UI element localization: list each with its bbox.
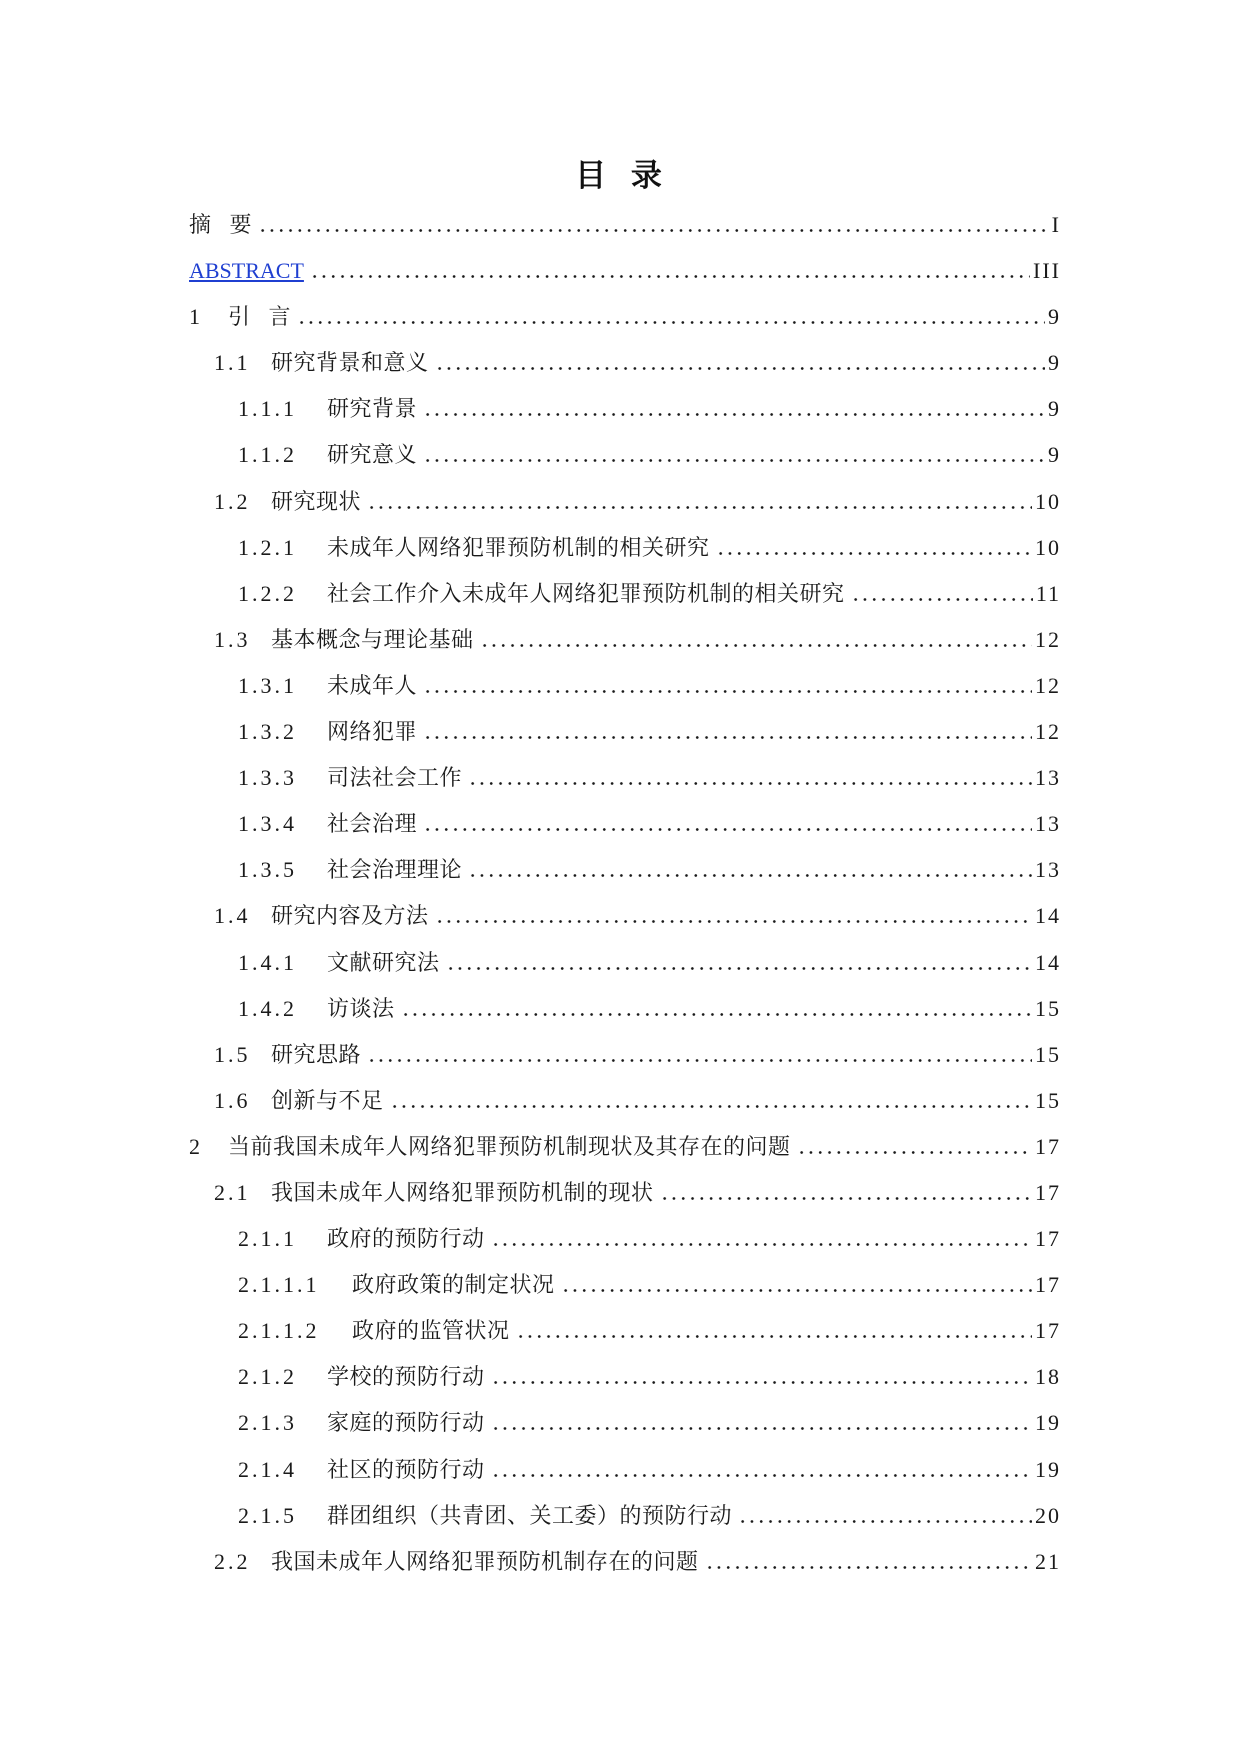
toc-entry [189, 479, 1059, 525]
toc-entry-page-number: 10 [1035, 534, 1061, 560]
toc-entry-number: 1.4 [214, 903, 251, 929]
toc-entry-number: 1.5 [214, 1041, 251, 1067]
toc-entry-page-number: 15 [1035, 1087, 1061, 1113]
toc-entry-title: 当前我国未成年人网络犯罪预防机制现状及其存在的问题 [228, 1133, 791, 1159]
toc-entry-number: 2.1.1 [238, 1226, 297, 1252]
toc-entry-title: 学校的预防行动 [327, 1364, 485, 1390]
toc-entry-number: 1.1.2 [238, 442, 297, 468]
dot-leader [258, 229, 1049, 232]
toc-entry-title: 未成年人网络犯罪预防机制的相关研究 [327, 534, 710, 560]
toc-entry-title: 社会工作介入未成年人网络犯罪预防机制的相关研究 [327, 580, 845, 606]
dot-leader [435, 920, 1032, 923]
dot-leader [435, 367, 1045, 370]
toc-entry [189, 432, 1059, 478]
dot-leader [491, 1243, 1032, 1246]
table-of-contents [189, 202, 1059, 1585]
toc-entry [189, 571, 1059, 617]
toc-entry [189, 617, 1059, 663]
toc-entry-number: 2.1.1.2 [238, 1318, 320, 1344]
dot-leader [423, 459, 1045, 462]
toc-entry-number: 1.2.2 [238, 580, 297, 606]
dot-leader [423, 690, 1032, 693]
toc-entry-number: 1.3.5 [238, 857, 297, 883]
toc-entry [189, 1124, 1059, 1170]
toc-entry-title: 我国未成年人网络犯罪预防机制的现状 [271, 1179, 654, 1205]
dot-leader [491, 1427, 1032, 1430]
toc-entry-title: 摘 要 [189, 212, 253, 237]
toc-entry-page-number: III [1033, 258, 1061, 284]
toc-entry [189, 1539, 1059, 1585]
dot-leader [423, 828, 1032, 831]
toc-entry [189, 1170, 1059, 1216]
toc-entry-page-number: I [1051, 212, 1061, 237]
toc-entry-title: 访谈法 [327, 995, 395, 1021]
toc-entry-title: 社区的预防行动 [327, 1456, 485, 1482]
toc-entry-page-number: 10 [1035, 488, 1061, 514]
toc-entry-page-number: 15 [1035, 995, 1061, 1021]
toc-entry-title: 司法社会工作 [327, 765, 463, 791]
toc-entry-title: 政府的预防行动 [327, 1226, 485, 1252]
dot-leader [390, 1105, 1032, 1108]
toc-entry [189, 386, 1059, 432]
dot-leader [797, 1151, 1032, 1154]
dot-leader [660, 1197, 1032, 1200]
toc-entry [189, 1354, 1059, 1400]
toc-entry-number: 1.1 [214, 350, 251, 376]
toc-entry-title: 引 言 [228, 304, 292, 330]
toc-entry-page-number: 9 [1048, 396, 1061, 422]
toc-entry-page-number: 9 [1048, 304, 1061, 330]
toc-entry-page-number: 9 [1048, 442, 1061, 468]
toc-entry-title: 网络犯罪 [327, 719, 418, 745]
dot-leader [297, 321, 1045, 324]
toc-entry [189, 893, 1059, 939]
toc-entry-number: 1.2 [214, 488, 251, 514]
toc-entry [189, 1493, 1059, 1539]
toc-entry-page-number: 20 [1035, 1502, 1061, 1528]
dot-leader [851, 598, 1033, 601]
toc-entry-number: 1.3.1 [238, 672, 297, 698]
toc-entry-page-number: 15 [1035, 1041, 1061, 1067]
dot-leader [367, 506, 1032, 509]
toc-entry-page-number: 12 [1035, 719, 1061, 745]
toc-entry [189, 1262, 1059, 1308]
toc-entry-title: 创新与不足 [271, 1087, 384, 1113]
toc-entry-title: 政府政策的制定状况 [352, 1272, 555, 1298]
toc-entry [189, 202, 1059, 248]
toc-entry-page-number: 17 [1035, 1133, 1061, 1159]
dot-leader [516, 1335, 1032, 1338]
toc-entry [189, 1032, 1059, 1078]
toc-entry-number: 1.3.3 [238, 765, 297, 791]
toc-entry-title: 研究思路 [271, 1041, 362, 1067]
toc-entry-page-number: 17 [1035, 1272, 1061, 1298]
toc-entry [189, 340, 1059, 386]
toc-entry-title: 我国未成年人网络犯罪预防机制存在的问题 [271, 1548, 699, 1574]
toc-entry-page-number: 14 [1035, 903, 1061, 929]
dot-leader [468, 782, 1032, 785]
toc-entry [189, 709, 1059, 755]
dot-leader [561, 1289, 1032, 1292]
toc-entry [189, 986, 1059, 1032]
toc-entry-title: 家庭的预防行动 [327, 1410, 485, 1436]
toc-entry-number: 2 [189, 1133, 203, 1159]
toc-entry-title: 文献研究法 [327, 949, 440, 975]
toc-entry-number: 2.1.1.1 [238, 1272, 320, 1298]
toc-entry-page-number: 21 [1035, 1548, 1061, 1574]
toc-entry-page-number: 19 [1035, 1456, 1061, 1482]
dot-leader [423, 413, 1045, 416]
toc-entry-link[interactable]: ABSTRACT [189, 258, 304, 284]
toc-entry-number: 2.1.3 [238, 1410, 297, 1436]
toc-entry-number: 1.6 [214, 1087, 251, 1113]
dot-leader [310, 275, 1030, 278]
toc-entry-number: 2.2 [214, 1548, 251, 1574]
toc-entry-title: 群团组织（共青团、关工委）的预防行动 [327, 1502, 733, 1528]
toc-entry-page-number: 19 [1035, 1410, 1061, 1436]
toc-entry-number: 1.1.1 [238, 396, 297, 422]
toc-entry-page-number: 11 [1035, 580, 1061, 606]
toc-entry [189, 1400, 1059, 1446]
toc-entry [189, 847, 1059, 893]
toc-entry-page-number: 14 [1035, 949, 1061, 975]
toc-entry [189, 663, 1059, 709]
page-title: 目 录 [575, 158, 666, 194]
dot-leader [446, 967, 1032, 970]
toc-entry-number: 1.3 [214, 626, 251, 652]
toc-entry-number: 2.1.4 [238, 1456, 297, 1482]
dot-leader [716, 552, 1032, 555]
toc-entry [189, 1078, 1059, 1124]
toc-entry [189, 755, 1059, 801]
toc-entry-page-number: 13 [1035, 811, 1061, 837]
toc-entry-number: 1.2.1 [238, 534, 297, 560]
dot-leader [480, 644, 1032, 647]
dot-leader [401, 1013, 1032, 1016]
toc-entry [189, 1447, 1059, 1493]
dot-leader [738, 1520, 1032, 1523]
toc-entry-page-number: 17 [1035, 1318, 1061, 1344]
toc-entry [189, 525, 1059, 571]
toc-entry-page-number: 12 [1035, 672, 1061, 698]
dot-leader [705, 1566, 1032, 1569]
toc-entry [189, 294, 1059, 340]
dot-leader [423, 736, 1032, 739]
toc-entry-title: 研究背景和意义 [271, 350, 429, 376]
toc-entry [189, 801, 1059, 847]
toc-entry-page-number: 18 [1035, 1364, 1061, 1390]
toc-entry-title: 研究背景 [327, 396, 418, 422]
toc-entry-page-number: 17 [1035, 1226, 1061, 1252]
toc-entry-number: 1.4.2 [238, 995, 297, 1021]
toc-entry-title: 政府的监管状况 [352, 1318, 510, 1344]
toc-entry-title: 社会治理理论 [327, 857, 463, 883]
toc-entry-title: 研究内容及方法 [271, 903, 429, 929]
toc-entry-page-number: 12 [1035, 626, 1061, 652]
toc-entry-number: 2.1.5 [238, 1502, 297, 1528]
toc-entry-number: 1.4.1 [238, 949, 297, 975]
dot-leader [367, 1059, 1032, 1062]
toc-entry-page-number: 17 [1035, 1179, 1061, 1205]
toc-entry [189, 1216, 1059, 1262]
dot-leader [468, 874, 1032, 877]
toc-entry [189, 1308, 1059, 1354]
toc-entry-page-number: 13 [1035, 765, 1061, 791]
toc-entry-title: 研究现状 [271, 488, 362, 514]
toc-entry-page-number: 13 [1035, 857, 1061, 883]
toc-entry-number: 1.3.4 [238, 811, 297, 837]
toc-entry-title: 未成年人 [327, 672, 418, 698]
toc-entry-number: 1 [189, 304, 203, 330]
toc-entry-number: 1.3.2 [238, 719, 297, 745]
toc-entry-number: 2.1.2 [238, 1364, 297, 1390]
toc-entry-title: 研究意义 [327, 442, 418, 468]
toc-entry-title: 基本概念与理论基础 [271, 626, 474, 652]
dot-leader [491, 1474, 1032, 1477]
toc-entry-number: 2.1 [214, 1179, 251, 1205]
toc-entry [189, 940, 1059, 986]
toc-entry [189, 248, 1059, 294]
toc-entry-title: 社会治理 [327, 811, 418, 837]
toc-entry-page-number: 9 [1048, 350, 1061, 376]
dot-leader [491, 1381, 1032, 1384]
